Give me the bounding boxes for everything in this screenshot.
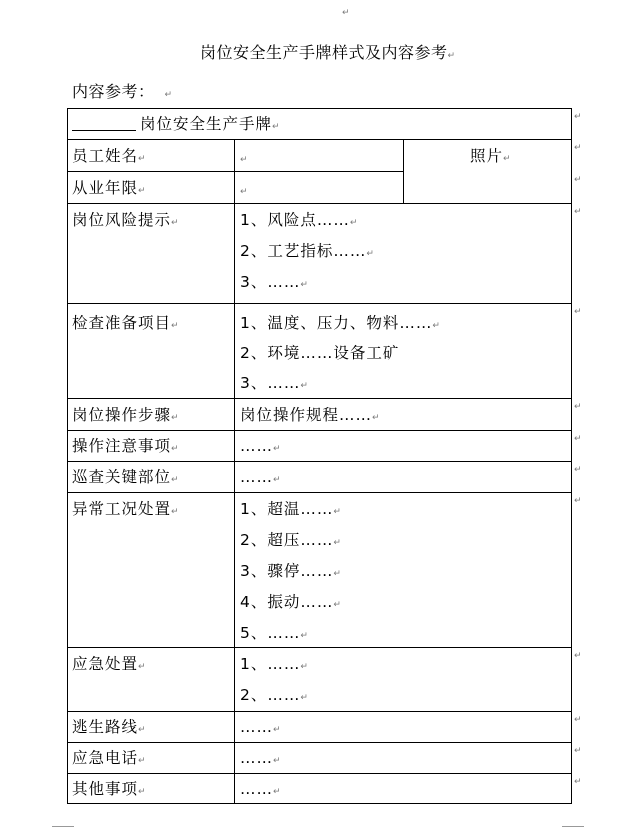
row-end-mark: ↵ bbox=[574, 777, 582, 787]
other-items-label bbox=[72, 779, 147, 802]
item-text: 3、骤停…… bbox=[240, 562, 334, 580]
paragraph-mark: ↵ bbox=[138, 756, 147, 766]
years-of-service-label bbox=[72, 178, 147, 201]
paragraph-mark: ↵ bbox=[342, 8, 350, 18]
employee-name-label bbox=[72, 146, 147, 169]
operation-notes-value bbox=[240, 436, 282, 459]
row-end-mark: ↵ bbox=[574, 307, 582, 317]
emergency-phone-value bbox=[240, 748, 282, 771]
inspection-prep-label bbox=[72, 313, 180, 336]
paragraph-mark: ↵ bbox=[273, 475, 282, 485]
paragraph-mark: ↵ bbox=[366, 249, 375, 259]
value-text: …… bbox=[240, 437, 273, 455]
paragraph-mark: ↵ bbox=[300, 631, 309, 641]
emergency-handling-label bbox=[72, 654, 147, 677]
row-end-mark: ↵ bbox=[574, 746, 582, 756]
paragraph-mark: ↵ bbox=[273, 444, 282, 454]
paragraph-mark: ↵ bbox=[273, 787, 282, 797]
item-text: 1、超温…… bbox=[240, 500, 334, 518]
item-text: 1、…… bbox=[240, 655, 301, 673]
paragraph-mark: ↵ bbox=[240, 187, 249, 197]
paragraph-mark: ↵ bbox=[171, 218, 180, 228]
item-text: 1、温度、压力、物料…… bbox=[240, 314, 433, 332]
photo-placeholder bbox=[470, 146, 512, 169]
row-end-mark: ↵ bbox=[574, 402, 582, 412]
operation-steps-label bbox=[72, 405, 180, 428]
paragraph-mark: ↵ bbox=[164, 90, 173, 100]
paragraph-mark: ↵ bbox=[171, 413, 180, 423]
label-text: 岗位风险提示 bbox=[72, 211, 172, 229]
item-text: 2、超压…… bbox=[240, 531, 334, 549]
paragraph-mark: ↵ bbox=[300, 280, 309, 290]
paragraph-mark: ↵ bbox=[432, 321, 441, 331]
list-item bbox=[240, 313, 441, 336]
paragraph-mark: ↵ bbox=[171, 475, 180, 485]
patrol-key-parts-value bbox=[240, 467, 282, 490]
label-text: 应急处置 bbox=[72, 655, 139, 673]
item-text: 2、工艺指标…… bbox=[240, 242, 367, 260]
row-end-mark: ↵ bbox=[574, 175, 582, 185]
paragraph-mark: ↵ bbox=[273, 725, 282, 735]
page-edge bbox=[562, 826, 584, 827]
paragraph-mark: ↵ bbox=[300, 381, 309, 391]
value-text: …… bbox=[240, 468, 273, 486]
row-end-mark: ↵ bbox=[574, 112, 582, 122]
escape-route-label bbox=[72, 717, 147, 740]
paragraph-mark: ↵ bbox=[138, 154, 147, 164]
paragraph-mark: ↵ bbox=[171, 507, 180, 517]
paragraph-mark: ↵ bbox=[349, 218, 359, 228]
label-text: 巡查关键部位 bbox=[72, 468, 172, 486]
label-text: 异常工况处置 bbox=[72, 500, 172, 518]
document-title-text: 岗位安全生产手牌样式及内容参考 bbox=[200, 43, 448, 62]
list-item bbox=[240, 210, 358, 233]
escape-route-value bbox=[240, 717, 282, 740]
employee-name-value[interactable] bbox=[240, 147, 249, 170]
item-text: 5、…… bbox=[240, 624, 301, 642]
list-item bbox=[240, 685, 309, 708]
label-text: 操作注意事项 bbox=[72, 437, 172, 455]
value-text: …… bbox=[240, 780, 273, 798]
item-text: 3、…… bbox=[240, 374, 301, 392]
row-end-mark: ↵ bbox=[574, 715, 582, 725]
item-text: 2、…… bbox=[240, 686, 301, 704]
paragraph-mark: ↵ bbox=[138, 725, 147, 735]
label-text: 其他事项 bbox=[72, 780, 139, 798]
label-text: 检查准备项目 bbox=[72, 314, 172, 332]
label-text: 逃生路线 bbox=[72, 718, 139, 736]
paragraph-mark: ↵ bbox=[333, 507, 342, 517]
paragraph-mark: ↵ bbox=[138, 186, 147, 196]
label-text: 岗位操作步骤 bbox=[72, 406, 172, 424]
paragraph-mark: ↵ bbox=[272, 122, 281, 132]
row-end-mark: ↵ bbox=[574, 143, 582, 153]
table-title-text: 岗位安全生产手牌 bbox=[140, 115, 273, 133]
paragraph-mark: ↵ bbox=[138, 787, 147, 797]
content-reference-text: 内容参考： bbox=[72, 82, 155, 101]
label-text: 员工姓名 bbox=[72, 147, 139, 165]
paragraph-mark: ↵ bbox=[447, 51, 456, 61]
item-text: 3、…… bbox=[240, 273, 301, 291]
blank-underline bbox=[72, 115, 136, 131]
list-item bbox=[240, 499, 342, 522]
value-text: …… bbox=[240, 718, 273, 736]
page-edge bbox=[52, 826, 74, 827]
value-text: …… bbox=[240, 749, 273, 767]
list-item bbox=[240, 654, 309, 677]
paragraph-mark: ↵ bbox=[240, 155, 249, 165]
photo-label: 照片 bbox=[470, 147, 504, 165]
label-text: 从业年限 bbox=[72, 179, 139, 197]
paragraph-mark: ↵ bbox=[333, 569, 342, 579]
risk-hints-label bbox=[72, 210, 180, 233]
row-end-mark: ↵ bbox=[574, 651, 582, 661]
paragraph-mark: ↵ bbox=[273, 756, 282, 766]
operation-steps-value bbox=[240, 405, 381, 428]
paragraph-mark: ↵ bbox=[333, 600, 342, 610]
row-end-mark: ↵ bbox=[574, 496, 582, 506]
other-items-value bbox=[240, 779, 282, 802]
patrol-key-parts-label bbox=[72, 467, 180, 490]
row-end-mark: ↵ bbox=[574, 465, 582, 475]
operation-notes-label bbox=[72, 436, 180, 459]
content-reference-heading bbox=[72, 79, 173, 102]
item-text: 2、环境……设备工矿 bbox=[240, 344, 400, 362]
value-text: 岗位操作规程…… bbox=[240, 406, 373, 424]
item-text: 4、振动…… bbox=[240, 593, 334, 611]
list-item bbox=[240, 592, 342, 615]
document-title bbox=[200, 40, 456, 63]
paragraph-mark: ↵ bbox=[372, 413, 381, 423]
list-item bbox=[240, 530, 342, 553]
paragraph-mark: ↵ bbox=[171, 444, 180, 454]
paragraph-mark: ↵ bbox=[300, 693, 309, 703]
list-item bbox=[240, 561, 342, 584]
list-item bbox=[240, 343, 399, 363]
emergency-phone-label bbox=[72, 748, 147, 771]
paragraph-mark: ↵ bbox=[171, 321, 180, 331]
list-item bbox=[240, 623, 309, 646]
paragraph-mark: ↵ bbox=[138, 662, 147, 672]
table-title bbox=[72, 114, 281, 137]
paragraph-mark: ↵ bbox=[300, 662, 309, 672]
row-end-mark: ↵ bbox=[574, 207, 582, 217]
item-text: 1、风险点…… bbox=[240, 211, 350, 229]
list-item bbox=[240, 272, 309, 295]
list-item bbox=[240, 373, 309, 396]
years-of-service-value[interactable] bbox=[240, 179, 249, 202]
label-text: 应急电话 bbox=[72, 749, 139, 767]
list-item bbox=[240, 241, 375, 264]
paragraph-mark: ↵ bbox=[333, 538, 342, 548]
row-end-mark: ↵ bbox=[574, 434, 582, 444]
paragraph-mark: ↵ bbox=[503, 154, 512, 164]
abnormal-handling-label bbox=[72, 499, 180, 522]
